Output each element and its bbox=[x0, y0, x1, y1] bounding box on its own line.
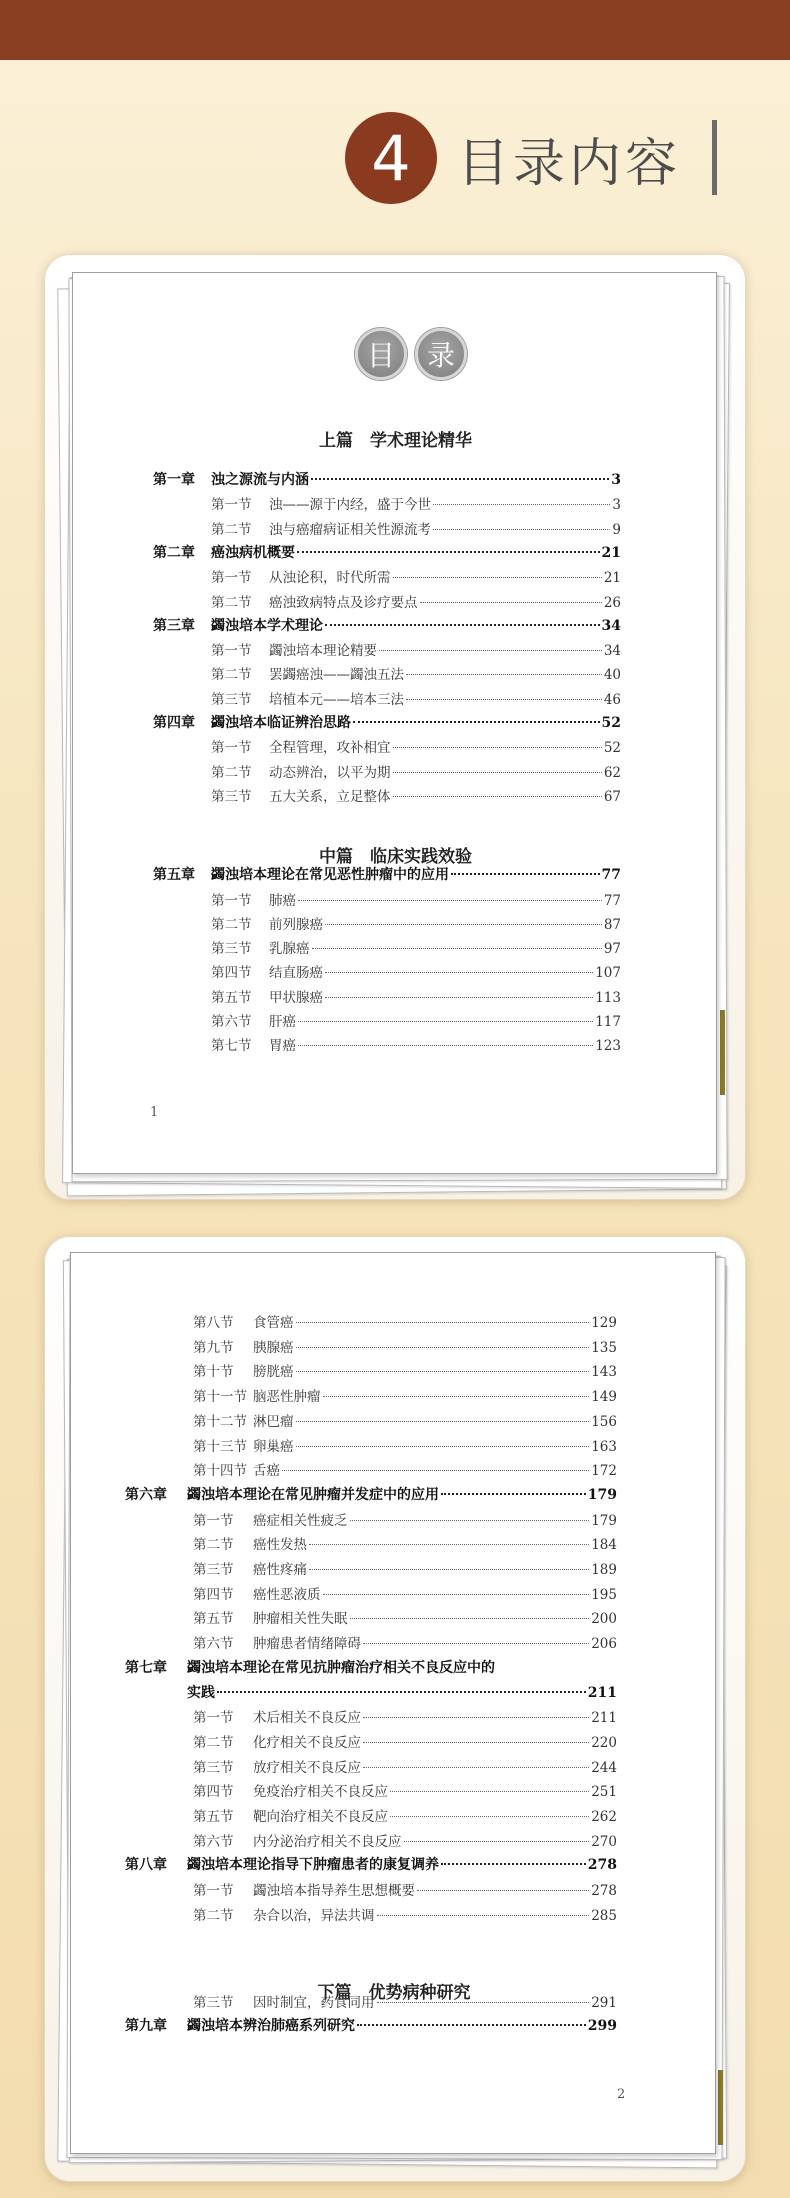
toc-leader-dots bbox=[357, 2024, 586, 2026]
toc-entry-page: 34 bbox=[601, 617, 621, 634]
toc-leader-dots bbox=[406, 674, 602, 675]
toc-entry-title: 因时制宜，药食同用 bbox=[253, 1994, 375, 2011]
toc-section-entry bbox=[193, 1756, 617, 1776]
toc-entry-label: 第三节 bbox=[211, 941, 252, 958]
toc-entry-title: 癌浊致病特点及诊疗要点 bbox=[269, 594, 418, 611]
toc-leader-dots bbox=[441, 1493, 586, 1495]
section-divider-bar bbox=[712, 120, 717, 195]
toc-entry-page: 179 bbox=[587, 1486, 617, 1503]
section-header bbox=[345, 112, 681, 204]
toc-entry-title: 癌性恶液质 bbox=[253, 1586, 321, 1603]
toc-entry-page: 21 bbox=[601, 544, 621, 561]
toc-entry-title: 杂合以治，异法共调 bbox=[253, 1907, 375, 1924]
toc-section-entry bbox=[211, 889, 621, 909]
toc-entry-label: 第三节 bbox=[211, 691, 252, 708]
toc-leader-dots bbox=[296, 1371, 590, 1372]
toc-entry-page: 262 bbox=[591, 1809, 617, 1825]
toc-entry-title: 从浊论积，时代所需 bbox=[269, 570, 391, 587]
toc-section-entry bbox=[211, 913, 621, 933]
toc-entry-title: 术后相关不良反应 bbox=[253, 1710, 361, 1727]
toc-section-entry bbox=[193, 1336, 617, 1356]
toc-entry-label: 第十节 bbox=[193, 1364, 234, 1381]
toc-entry-label: 第一节 bbox=[211, 570, 252, 587]
toc-section-entry bbox=[193, 1780, 617, 1800]
toc-leader-dots bbox=[393, 747, 602, 748]
toc-section-entry bbox=[193, 1509, 617, 1529]
toc-leader-dots bbox=[296, 1421, 590, 1422]
toc-chapter-entry bbox=[153, 615, 621, 635]
toc-entry-title: 胃癌 bbox=[269, 1038, 296, 1055]
toc-section-entry bbox=[211, 591, 621, 611]
toc-entry-label: 第三节 bbox=[193, 1759, 234, 1776]
toc-leader-dots bbox=[350, 1618, 590, 1619]
toc-entry-label: 第二节 bbox=[211, 916, 252, 933]
toc-entry-label: 第六节 bbox=[211, 1014, 252, 1030]
toc-entry-title: 蠲浊培本理论指导下肿瘤患者的康复调养 bbox=[187, 1857, 439, 1874]
toc-entry-label: 第七章 bbox=[125, 1659, 167, 1676]
toc-entry-page: 189 bbox=[591, 1562, 617, 1578]
toc-leader-dots bbox=[363, 1643, 589, 1644]
toc-section-entry bbox=[193, 1607, 617, 1627]
toc-entry-label: 第四节 bbox=[193, 1586, 234, 1603]
toc-entry-page: 251 bbox=[591, 1784, 617, 1801]
toc-entry-page: 97 bbox=[603, 941, 621, 958]
toc-entry-label: 第四节 bbox=[211, 965, 252, 982]
toc-leader-dots bbox=[404, 1841, 590, 1842]
toc-entry-label: 第六节 bbox=[193, 1636, 234, 1653]
toc-entry-label: 第一章 bbox=[153, 472, 195, 488]
toc-leader-dots bbox=[217, 1691, 586, 1693]
toc-entry-title: 肿瘤相关性失眠 bbox=[253, 1611, 348, 1628]
toc-leader-dots bbox=[441, 1863, 586, 1865]
toc-chapter-entry bbox=[125, 1657, 617, 1677]
toc-leader-dots bbox=[298, 1021, 593, 1022]
toc-section-entry bbox=[211, 566, 621, 586]
toc-entry-title: 蠲浊培本理论精要 bbox=[269, 643, 377, 660]
toc-leader-dots bbox=[296, 1446, 590, 1447]
toc-entry-label: 第二节 bbox=[211, 667, 252, 684]
toc-section-entry bbox=[211, 1034, 621, 1054]
toc-section-entry bbox=[211, 493, 621, 513]
toc-entry-label: 第二节 bbox=[211, 764, 252, 781]
toc-section-entry bbox=[193, 1830, 617, 1850]
toc-entry-title: 结直肠癌 bbox=[269, 965, 323, 982]
toc-entry-page: 211 bbox=[587, 1684, 617, 1701]
toc-title-char: 目 bbox=[355, 328, 407, 380]
toc-title bbox=[355, 328, 467, 380]
toc-section-entry bbox=[211, 688, 621, 708]
toc-entry-label: 第十二节 bbox=[193, 1413, 247, 1430]
toc-entry-title: 蠲浊培本临证辨治思路 bbox=[211, 715, 351, 731]
toc-entry-label: 第六章 bbox=[125, 1486, 167, 1503]
section-number-badge: 4 bbox=[345, 112, 437, 204]
toc-entry-label: 第一节 bbox=[211, 892, 252, 909]
toc-leader-dots bbox=[420, 602, 602, 603]
toc-entry-title: 培植本元——培本三法 bbox=[269, 691, 404, 708]
toc-entry-page: 291 bbox=[591, 1994, 617, 2011]
toc-leader-dots bbox=[325, 624, 600, 626]
toc-entry-title: 肺癌 bbox=[269, 892, 296, 909]
toc-entry-page: 206 bbox=[591, 1636, 617, 1653]
toc-entry-page: 62 bbox=[603, 764, 621, 781]
toc-page-1 bbox=[72, 272, 717, 1174]
toc-entry-label: 第八章 bbox=[125, 1857, 167, 1874]
toc-entry-title: 蠲浊培本学术理论 bbox=[211, 617, 323, 634]
toc-entry-title: 癌性发热 bbox=[253, 1537, 307, 1554]
page-edge-accent bbox=[718, 2070, 723, 2145]
toc-entry-page: 52 bbox=[601, 715, 621, 731]
toc-leader-dots bbox=[377, 2002, 590, 2003]
toc-entry-label: 第一节 bbox=[193, 1512, 234, 1529]
section-title: 目录内容 bbox=[457, 133, 682, 194]
page-number: 2 bbox=[617, 2087, 626, 2102]
toc-section-entry bbox=[193, 1879, 617, 1899]
toc-entry-page: 278 bbox=[591, 1883, 617, 1900]
toc-entry-label: 第九节 bbox=[193, 1339, 234, 1356]
toc-leader-dots bbox=[298, 1045, 593, 1046]
toc-leader-dots bbox=[377, 1915, 590, 1916]
toc-entry-title: 免疫治疗相关不良反应 bbox=[253, 1784, 388, 1801]
toc-entry-title: 癌浊病机概要 bbox=[211, 544, 295, 561]
toc-section-entry bbox=[193, 1583, 617, 1603]
toc-section-entry bbox=[193, 1385, 617, 1405]
toc-entry-page: 195 bbox=[591, 1586, 617, 1603]
toc-entry-page: 26 bbox=[603, 594, 621, 611]
toc-section-entry bbox=[211, 1010, 621, 1030]
part-heading-middle: 中篇 临床实践效验 bbox=[319, 847, 472, 867]
toc-leader-dots bbox=[393, 772, 602, 773]
toc-entry-label: 第三章 bbox=[153, 617, 195, 634]
toc-chapter-entry bbox=[153, 864, 621, 884]
toc-entry-title: 实践 bbox=[187, 1684, 215, 1701]
toc-entry-title: 蠲浊培本理论在常见恶性肿瘤中的应用 bbox=[211, 867, 449, 884]
toc-leader-dots bbox=[296, 1347, 590, 1348]
toc-entry-label: 第十一节 bbox=[193, 1389, 247, 1406]
toc-entry-page: 123 bbox=[595, 1038, 621, 1055]
toc-leader-dots bbox=[451, 873, 600, 875]
toc-leader-dots bbox=[296, 1322, 590, 1323]
toc-entry-page: 21 bbox=[603, 570, 621, 587]
toc-entry-label: 第三节 bbox=[193, 1562, 234, 1578]
toc-leader-dots bbox=[393, 796, 602, 797]
toc-entry-page: 34 bbox=[603, 643, 621, 660]
toc-section-entry bbox=[211, 785, 621, 805]
toc-entry-page: 3 bbox=[612, 497, 621, 514]
toc-leader-dots bbox=[323, 1594, 590, 1595]
toc-section-entry bbox=[211, 663, 621, 683]
toc-entry-label: 第二节 bbox=[211, 594, 252, 611]
page-number: 1 bbox=[150, 1105, 159, 1120]
toc-entry-page: 117 bbox=[595, 1014, 621, 1030]
toc-entry-title: 浊与癌瘤病证相关性源流考 bbox=[269, 521, 431, 538]
toc-entry-label: 第十三节 bbox=[193, 1438, 247, 1455]
toc-entry-page: 143 bbox=[591, 1364, 617, 1381]
toc-entry-page: 3 bbox=[611, 472, 621, 488]
toc-entry-page: 67 bbox=[603, 788, 621, 805]
toc-entry-label: 第五节 bbox=[193, 1611, 234, 1628]
toc-entry-label: 第二节 bbox=[211, 521, 252, 538]
toc-entry-page: 87 bbox=[603, 916, 621, 933]
toc-entry-label: 第五章 bbox=[153, 867, 195, 884]
toc-section-entry bbox=[193, 1706, 617, 1726]
toc-entry-title: 蠲浊培本辨治肺癌系列研究 bbox=[187, 2018, 355, 2035]
toc-chapter-entry bbox=[125, 1682, 617, 1702]
toc-leader-dots bbox=[393, 577, 602, 578]
toc-section-entry bbox=[211, 986, 621, 1006]
toc-entry-label: 第三节 bbox=[211, 788, 252, 805]
toc-entry-page: 278 bbox=[587, 1857, 617, 1874]
toc-section-entry bbox=[193, 1435, 617, 1455]
toc-section-entry bbox=[193, 1410, 617, 1430]
toc-entry-title: 靶向治疗相关不良反应 bbox=[253, 1809, 388, 1825]
toc-leader-dots bbox=[433, 504, 610, 505]
toc-entry-label: 第十四节 bbox=[193, 1463, 247, 1480]
toc-section-entry bbox=[193, 1632, 617, 1652]
toc-entry-title: 胰腺癌 bbox=[253, 1339, 294, 1356]
toc-entry-title: 浊——源于内经，盛于今世 bbox=[269, 497, 431, 514]
toc-leader-dots bbox=[325, 924, 602, 925]
toc-leader-dots bbox=[309, 1569, 589, 1570]
toc-entry-title: 前列腺癌 bbox=[269, 916, 323, 933]
toc-leader-dots bbox=[311, 478, 609, 480]
toc-leader-dots bbox=[350, 1520, 590, 1521]
toc-entry-title: 肿瘤患者情绪障碍 bbox=[253, 1636, 361, 1653]
part-heading-upper: 上篇 学术理论精华 bbox=[319, 431, 472, 451]
toc-section-entry bbox=[211, 937, 621, 957]
toc-entry-title: 舌癌 bbox=[253, 1463, 280, 1480]
toc-entry-label: 第四节 bbox=[193, 1784, 234, 1801]
page-edge-accent bbox=[720, 1010, 725, 1095]
toc-entry-title: 癌症相关性疲乏 bbox=[253, 1512, 348, 1529]
toc-chapter-entry bbox=[125, 1854, 617, 1874]
toc-leader-dots bbox=[390, 1816, 589, 1817]
toc-entry-title: 五大关系，立足整体 bbox=[269, 788, 391, 805]
toc-entry-page: 77 bbox=[603, 892, 621, 909]
toc-entry-title: 罢蠲癌浊——蠲浊五法 bbox=[269, 667, 404, 684]
top-banner bbox=[0, 0, 790, 60]
toc-entry-page: 299 bbox=[587, 2018, 617, 2035]
toc-leader-dots bbox=[363, 1742, 589, 1743]
toc-entry-title: 肝癌 bbox=[269, 1014, 296, 1030]
toc-title-char: 录 bbox=[415, 328, 467, 380]
toc-leader-dots bbox=[353, 721, 600, 723]
toc-section-entry bbox=[193, 1731, 617, 1751]
toc-entry-label: 第一节 bbox=[193, 1710, 234, 1727]
toc-entry-page: 52 bbox=[603, 740, 621, 757]
toc-chapter-entry bbox=[153, 469, 621, 489]
toc-entry-page: 149 bbox=[591, 1389, 617, 1406]
toc-entry-page: 77 bbox=[601, 867, 621, 884]
toc-section-entry bbox=[193, 1558, 617, 1578]
toc-entry-label: 第五节 bbox=[211, 989, 252, 1006]
toc-entry-label: 第三节 bbox=[193, 1994, 234, 2011]
toc-entry-page: 285 bbox=[591, 1907, 617, 1924]
toc-entry-title: 全程管理，攻补相宜 bbox=[269, 740, 391, 757]
toc-entry-page: 244 bbox=[591, 1759, 617, 1776]
toc-entry-page: 135 bbox=[591, 1339, 617, 1356]
toc-leader-dots bbox=[298, 900, 602, 901]
toc-entry-label: 第四章 bbox=[153, 715, 195, 731]
toc-entry-title: 食管癌 bbox=[253, 1315, 294, 1331]
toc-entry-title: 乳腺癌 bbox=[269, 941, 310, 958]
toc-entry-page: 163 bbox=[591, 1438, 617, 1455]
toc-entry-label: 第七节 bbox=[211, 1038, 252, 1055]
toc-section-entry bbox=[193, 1533, 617, 1553]
toc-section-entry bbox=[193, 1991, 617, 2011]
toc-chapter-entry bbox=[153, 712, 621, 732]
toc-section-entry bbox=[193, 1904, 617, 1924]
toc-entry-label: 第二节 bbox=[193, 1907, 234, 1924]
toc-section-entry bbox=[193, 1459, 617, 1479]
toc-entry-title: 蠲浊培本理论在常见肿瘤并发症中的应用 bbox=[187, 1486, 439, 1503]
toc-chapter-entry bbox=[153, 542, 621, 562]
toc-entry-title: 浊之源流与内涵 bbox=[211, 472, 309, 488]
toc-leader-dots bbox=[390, 1791, 589, 1792]
toc-entry-title: 癌性疼痛 bbox=[253, 1562, 307, 1578]
toc-entry-page: 172 bbox=[591, 1463, 617, 1480]
toc-entry-page: 9 bbox=[612, 521, 621, 538]
toc-leader-dots bbox=[309, 1544, 589, 1545]
toc-leader-dots bbox=[312, 948, 602, 949]
toc-entry-title: 淋巴瘤 bbox=[253, 1413, 294, 1430]
toc-entry-title: 甲状腺癌 bbox=[269, 989, 323, 1006]
toc-entry-page: 200 bbox=[591, 1611, 617, 1628]
toc-entry-page: 220 bbox=[591, 1734, 617, 1751]
toc-entry-label: 第一节 bbox=[211, 497, 252, 514]
toc-section-entry bbox=[193, 1805, 617, 1825]
toc-entry-label: 第二节 bbox=[193, 1734, 234, 1751]
toc-leader-dots bbox=[325, 972, 593, 973]
toc-entry-title: 放疗相关不良反应 bbox=[253, 1759, 361, 1776]
toc-entry-label: 第九章 bbox=[125, 2018, 167, 2035]
toc-leader-dots bbox=[363, 1717, 589, 1718]
toc-leader-dots bbox=[323, 1396, 590, 1397]
toc-entry-page: 156 bbox=[591, 1413, 617, 1430]
toc-entry-title: 内分泌治疗相关不良反应 bbox=[253, 1833, 402, 1850]
toc-section-entry bbox=[211, 639, 621, 659]
toc-entry-page: 179 bbox=[591, 1512, 617, 1529]
toc-entry-label: 第一节 bbox=[211, 740, 252, 757]
toc-entry-page: 40 bbox=[603, 667, 621, 684]
toc-entry-label: 第二章 bbox=[153, 544, 195, 561]
toc-section-entry bbox=[211, 518, 621, 538]
toc-entry-page: 211 bbox=[591, 1710, 617, 1727]
toc-entry-label: 第一节 bbox=[211, 643, 252, 660]
toc-entry-label: 第二节 bbox=[193, 1537, 234, 1554]
toc-entry-title: 脑恶性肿瘤 bbox=[253, 1389, 321, 1406]
toc-section-entry bbox=[211, 736, 621, 756]
toc-section-entry bbox=[211, 761, 621, 781]
toc-entry-title: 化疗相关不良反应 bbox=[253, 1734, 361, 1751]
toc-leader-dots bbox=[297, 551, 600, 553]
toc-entry-title: 蠲浊培本指导养生思想概要 bbox=[253, 1883, 415, 1900]
toc-section-entry bbox=[193, 1311, 617, 1331]
toc-entry-title: 卵巢癌 bbox=[253, 1438, 294, 1455]
toc-chapter-entry bbox=[125, 1484, 617, 1504]
toc-chapter-entry bbox=[125, 2015, 617, 2035]
toc-leader-dots bbox=[363, 1767, 589, 1768]
toc-entry-page: 129 bbox=[591, 1315, 617, 1331]
toc-entry-page: 270 bbox=[591, 1833, 617, 1850]
toc-leader-dots bbox=[433, 529, 610, 530]
toc-section-entry bbox=[193, 1360, 617, 1380]
toc-leader-dots bbox=[379, 650, 602, 651]
toc-leader-dots bbox=[406, 699, 602, 700]
toc-entry-label: 第五节 bbox=[193, 1809, 234, 1825]
toc-section-entry bbox=[211, 961, 621, 981]
toc-page-2 bbox=[70, 1252, 716, 2154]
toc-entry-page: 107 bbox=[595, 965, 621, 982]
toc-entry-title: 蠲浊培本理论在常见抗肿瘤治疗相关不良反应中的 bbox=[187, 1659, 495, 1676]
toc-leader-dots bbox=[417, 1890, 589, 1891]
toc-leader-dots bbox=[282, 1470, 589, 1471]
toc-entry-label: 第八节 bbox=[193, 1315, 234, 1331]
toc-entry-page: 46 bbox=[603, 691, 621, 708]
toc-leader-dots bbox=[325, 997, 593, 998]
toc-entry-title: 膀胱癌 bbox=[253, 1364, 294, 1381]
toc-entry-label: 第一节 bbox=[193, 1883, 234, 1900]
part-heading-lower: 下篇 优势病种研究 bbox=[317, 1983, 471, 2003]
toc-entry-title: 动态辨治，以平为期 bbox=[269, 764, 391, 781]
toc-entry-page: 113 bbox=[595, 989, 621, 1006]
toc-entry-page: 184 bbox=[591, 1537, 617, 1554]
toc-entry-label: 第六节 bbox=[193, 1833, 234, 1850]
